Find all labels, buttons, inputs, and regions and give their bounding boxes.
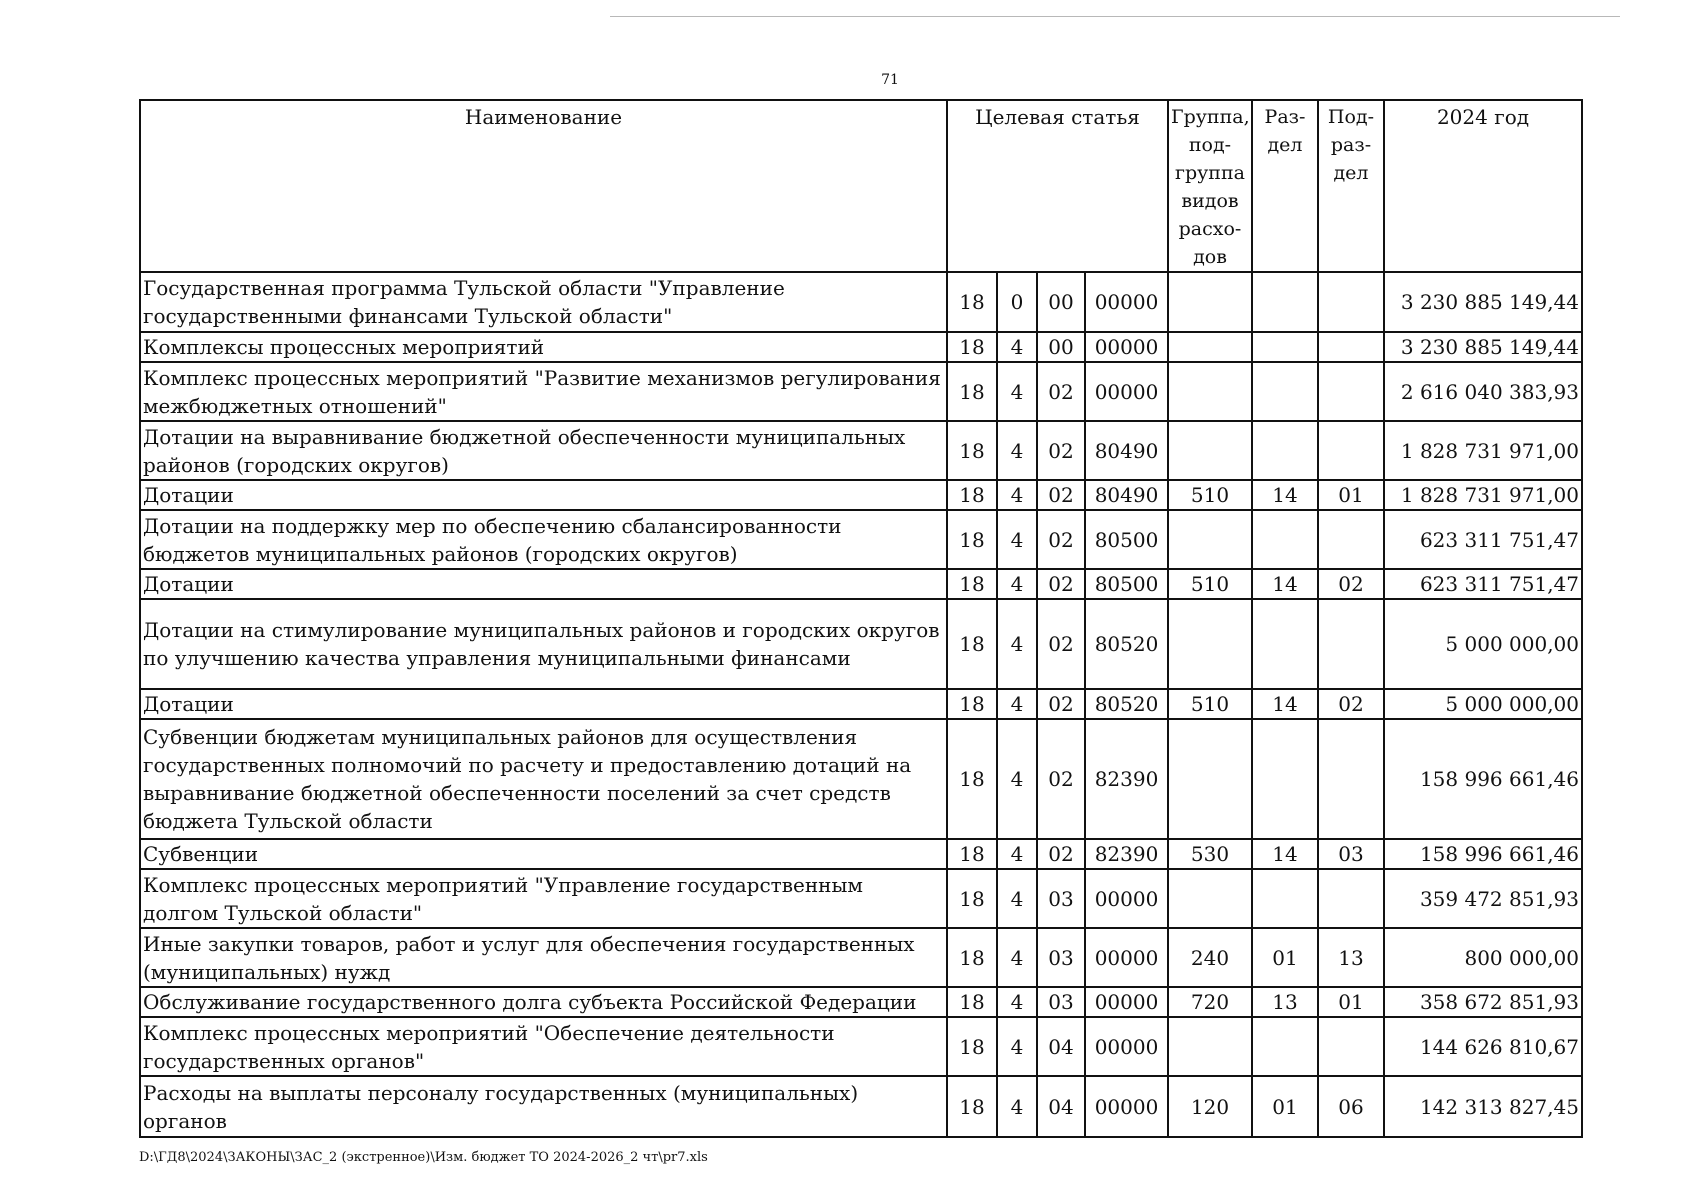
row-name: Обслуживание государственного долга субъекта Российской Федерации <box>140 987 947 1017</box>
row-code-event: 02 <box>1037 599 1085 689</box>
row-name: Дотации на стимулирование муниципальных районов и городских округов по улучшению качества управления муниципальными финансами <box>140 599 947 689</box>
header-name: Наименование <box>140 100 947 272</box>
row-amount-2024: 3 230 885 149,44 <box>1384 332 1582 362</box>
row-code-direction: 00000 <box>1085 1076 1168 1137</box>
row-code-event: 02 <box>1037 719 1085 839</box>
row-code-event: 04 <box>1037 1017 1085 1076</box>
table-row <box>140 987 1582 1017</box>
row-code-subprogram: 4 <box>997 689 1037 719</box>
row-code-direction: 00000 <box>1085 928 1168 987</box>
row-code-direction: 80520 <box>1085 599 1168 689</box>
row-name: Дотации <box>140 689 947 719</box>
row-subsection: 02 <box>1318 689 1384 719</box>
row-name: Дотации на поддержку мер по обеспечению сбалансированности бюджетов муниципальных районов (городских округов) <box>140 510 947 569</box>
row-name: Дотации <box>140 569 947 599</box>
row-expense-group <box>1168 869 1252 928</box>
row-amount-2024: 800 000,00 <box>1384 928 1582 987</box>
row-expense-group: 510 <box>1168 480 1252 510</box>
budget-table <box>139 99 1583 1138</box>
row-code-event: 02 <box>1037 421 1085 480</box>
row-name: Дотации на выравнивание бюджетной обеспеченности муниципальных районов (городских округов) <box>140 421 947 480</box>
row-code-direction: 00000 <box>1085 362 1168 421</box>
header-subsection: Под-раз-дел <box>1318 100 1384 272</box>
row-code-event: 02 <box>1037 839 1085 869</box>
row-expense-group <box>1168 421 1252 480</box>
row-code-event: 04 <box>1037 1076 1085 1137</box>
row-name: Комплекс процессных мероприятий "Обеспечение деятельности государственных органов" <box>140 1017 947 1076</box>
row-code-event: 03 <box>1037 928 1085 987</box>
row-section: 14 <box>1252 839 1318 869</box>
row-amount-2024: 158 996 661,46 <box>1384 839 1582 869</box>
row-code-event: 00 <box>1037 332 1085 362</box>
row-expense-group <box>1168 362 1252 421</box>
row-code-program: 18 <box>947 362 997 421</box>
row-code-direction: 80500 <box>1085 569 1168 599</box>
row-code-event: 00 <box>1037 272 1085 332</box>
row-code-program: 18 <box>947 569 997 599</box>
row-expense-group: 510 <box>1168 689 1252 719</box>
row-code-subprogram: 4 <box>997 332 1037 362</box>
row-code-direction: 00000 <box>1085 987 1168 1017</box>
row-code-subprogram: 4 <box>997 421 1037 480</box>
row-code-subprogram: 4 <box>997 510 1037 569</box>
table-row <box>140 719 1582 839</box>
row-section: 14 <box>1252 480 1318 510</box>
row-code-program: 18 <box>947 599 997 689</box>
row-expense-group <box>1168 272 1252 332</box>
row-code-subprogram: 4 <box>997 1017 1037 1076</box>
row-code-program: 18 <box>947 719 997 839</box>
row-name: Комплексы процессных мероприятий <box>140 332 947 362</box>
row-code-subprogram: 0 <box>997 272 1037 332</box>
row-subsection <box>1318 1017 1384 1076</box>
row-code-event: 02 <box>1037 569 1085 599</box>
table-row <box>140 869 1582 928</box>
row-code-subprogram: 4 <box>997 599 1037 689</box>
row-subsection <box>1318 272 1384 332</box>
row-subsection: 03 <box>1318 839 1384 869</box>
row-code-program: 18 <box>947 272 997 332</box>
row-code-subprogram: 4 <box>997 1076 1037 1137</box>
row-amount-2024: 158 996 661,46 <box>1384 719 1582 839</box>
row-name: Расходы на выплаты персоналу государственных (муниципальных) органов <box>140 1076 947 1137</box>
row-code-event: 03 <box>1037 987 1085 1017</box>
row-subsection <box>1318 599 1384 689</box>
row-code-program: 18 <box>947 869 997 928</box>
row-section <box>1252 510 1318 569</box>
row-name: Субвенции бюджетам муниципальных районов для осуществления государственных полномочий по расчету и предоставлению дотаций на выравнивание бюджетной обеспеченности поселений за счет средств бюджета Тульской области <box>140 719 947 839</box>
table-row <box>140 599 1582 689</box>
table-row <box>140 569 1582 599</box>
row-code-program: 18 <box>947 1017 997 1076</box>
row-code-subprogram: 4 <box>997 928 1037 987</box>
table-row <box>140 928 1582 987</box>
header-target-article: Целевая статья <box>947 100 1168 272</box>
row-code-program: 18 <box>947 510 997 569</box>
top-divider-line <box>610 16 1620 17</box>
row-code-subprogram: 4 <box>997 869 1037 928</box>
row-section: 01 <box>1252 1076 1318 1137</box>
table-body <box>140 272 1582 1137</box>
row-section <box>1252 421 1318 480</box>
row-section <box>1252 719 1318 839</box>
row-name: Дотации <box>140 480 947 510</box>
table-row <box>140 332 1582 362</box>
table-row <box>140 510 1582 569</box>
row-expense-group: 530 <box>1168 839 1252 869</box>
row-amount-2024: 2 616 040 383,93 <box>1384 362 1582 421</box>
row-amount-2024: 623 311 751,47 <box>1384 569 1582 599</box>
row-code-event: 02 <box>1037 510 1085 569</box>
row-expense-group <box>1168 719 1252 839</box>
row-code-event: 02 <box>1037 480 1085 510</box>
row-code-direction: 80520 <box>1085 689 1168 719</box>
row-code-program: 18 <box>947 332 997 362</box>
row-code-program: 18 <box>947 839 997 869</box>
file-path-footer: D:\ГД8\2024\ЗАКОНЫ\ЗАС_2 (экстренное)\Изм. бюджет ТО 2024-2026_2 чт\pr7.xls <box>139 1150 708 1165</box>
row-amount-2024: 1 828 731 971,00 <box>1384 480 1582 510</box>
row-amount-2024: 359 472 851,93 <box>1384 869 1582 928</box>
row-expense-group <box>1168 510 1252 569</box>
row-section <box>1252 599 1318 689</box>
row-subsection <box>1318 421 1384 480</box>
row-section: 13 <box>1252 987 1318 1017</box>
row-amount-2024: 358 672 851,93 <box>1384 987 1582 1017</box>
row-expense-group <box>1168 599 1252 689</box>
table-row <box>140 421 1582 480</box>
row-code-direction: 00000 <box>1085 272 1168 332</box>
row-code-subprogram: 4 <box>997 480 1037 510</box>
row-code-subprogram: 4 <box>997 839 1037 869</box>
row-section <box>1252 1017 1318 1076</box>
row-expense-group: 720 <box>1168 987 1252 1017</box>
table-row <box>140 689 1582 719</box>
row-amount-2024: 5 000 000,00 <box>1384 689 1582 719</box>
row-section: 14 <box>1252 569 1318 599</box>
row-expense-group: 120 <box>1168 1076 1252 1137</box>
row-section <box>1252 332 1318 362</box>
row-code-subprogram: 4 <box>997 987 1037 1017</box>
row-code-direction: 80490 <box>1085 480 1168 510</box>
row-subsection <box>1318 362 1384 421</box>
row-code-direction: 80500 <box>1085 510 1168 569</box>
row-subsection: 01 <box>1318 480 1384 510</box>
row-code-subprogram: 4 <box>997 719 1037 839</box>
row-subsection: 02 <box>1318 569 1384 599</box>
row-code-event: 02 <box>1037 689 1085 719</box>
row-section: 14 <box>1252 689 1318 719</box>
row-amount-2024: 3 230 885 149,44 <box>1384 272 1582 332</box>
row-code-program: 18 <box>947 987 997 1017</box>
row-subsection: 01 <box>1318 987 1384 1017</box>
table-row <box>140 839 1582 869</box>
row-subsection <box>1318 719 1384 839</box>
row-code-subprogram: 4 <box>997 569 1037 599</box>
header-expense-group: Группа, под-группа видов расхо-дов <box>1168 100 1252 272</box>
row-name: Комплекс процессных мероприятий "Развитие механизмов регулирования межбюджетных отношений" <box>140 362 947 421</box>
row-section <box>1252 869 1318 928</box>
header-section: Раз-дел <box>1252 100 1318 272</box>
row-code-program: 18 <box>947 1076 997 1137</box>
page-number: 71 <box>881 72 899 88</box>
row-amount-2024: 144 626 810,67 <box>1384 1017 1582 1076</box>
row-name: Иные закупки товаров, работ и услуг для обеспечения государственных (муниципальных) нужд <box>140 928 947 987</box>
row-name: Субвенции <box>140 839 947 869</box>
row-code-program: 18 <box>947 689 997 719</box>
row-amount-2024: 5 000 000,00 <box>1384 599 1582 689</box>
row-code-direction: 00000 <box>1085 332 1168 362</box>
row-expense-group: 240 <box>1168 928 1252 987</box>
row-code-event: 03 <box>1037 869 1085 928</box>
row-code-event: 02 <box>1037 362 1085 421</box>
row-name: Комплекс процессных мероприятий "Управление государственным долгом Тульской области" <box>140 869 947 928</box>
row-section <box>1252 362 1318 421</box>
row-code-program: 18 <box>947 928 997 987</box>
row-section <box>1252 272 1318 332</box>
row-section: 01 <box>1252 928 1318 987</box>
row-expense-group: 510 <box>1168 569 1252 599</box>
row-code-subprogram: 4 <box>997 362 1037 421</box>
row-code-direction: 00000 <box>1085 869 1168 928</box>
table-row <box>140 480 1582 510</box>
table-row <box>140 1017 1582 1076</box>
table-header-row <box>140 100 1582 272</box>
row-subsection: 13 <box>1318 928 1384 987</box>
table-row <box>140 362 1582 421</box>
row-subsection <box>1318 510 1384 569</box>
table-row <box>140 1076 1582 1137</box>
row-code-direction: 82390 <box>1085 839 1168 869</box>
row-name: Государственная программа Тульской области "Управление государственными финансами Тульской области" <box>140 272 947 332</box>
row-code-direction: 82390 <box>1085 719 1168 839</box>
row-subsection <box>1318 332 1384 362</box>
row-amount-2024: 142 313 827,45 <box>1384 1076 1582 1137</box>
row-subsection: 06 <box>1318 1076 1384 1137</box>
row-expense-group <box>1168 332 1252 362</box>
row-code-program: 18 <box>947 480 997 510</box>
row-expense-group <box>1168 1017 1252 1076</box>
table-row <box>140 272 1582 332</box>
header-year: 2024 год <box>1384 100 1582 272</box>
row-amount-2024: 623 311 751,47 <box>1384 510 1582 569</box>
row-code-direction: 00000 <box>1085 1017 1168 1076</box>
row-subsection <box>1318 869 1384 928</box>
row-code-program: 18 <box>947 421 997 480</box>
row-code-direction: 80490 <box>1085 421 1168 480</box>
row-amount-2024: 1 828 731 971,00 <box>1384 421 1582 480</box>
